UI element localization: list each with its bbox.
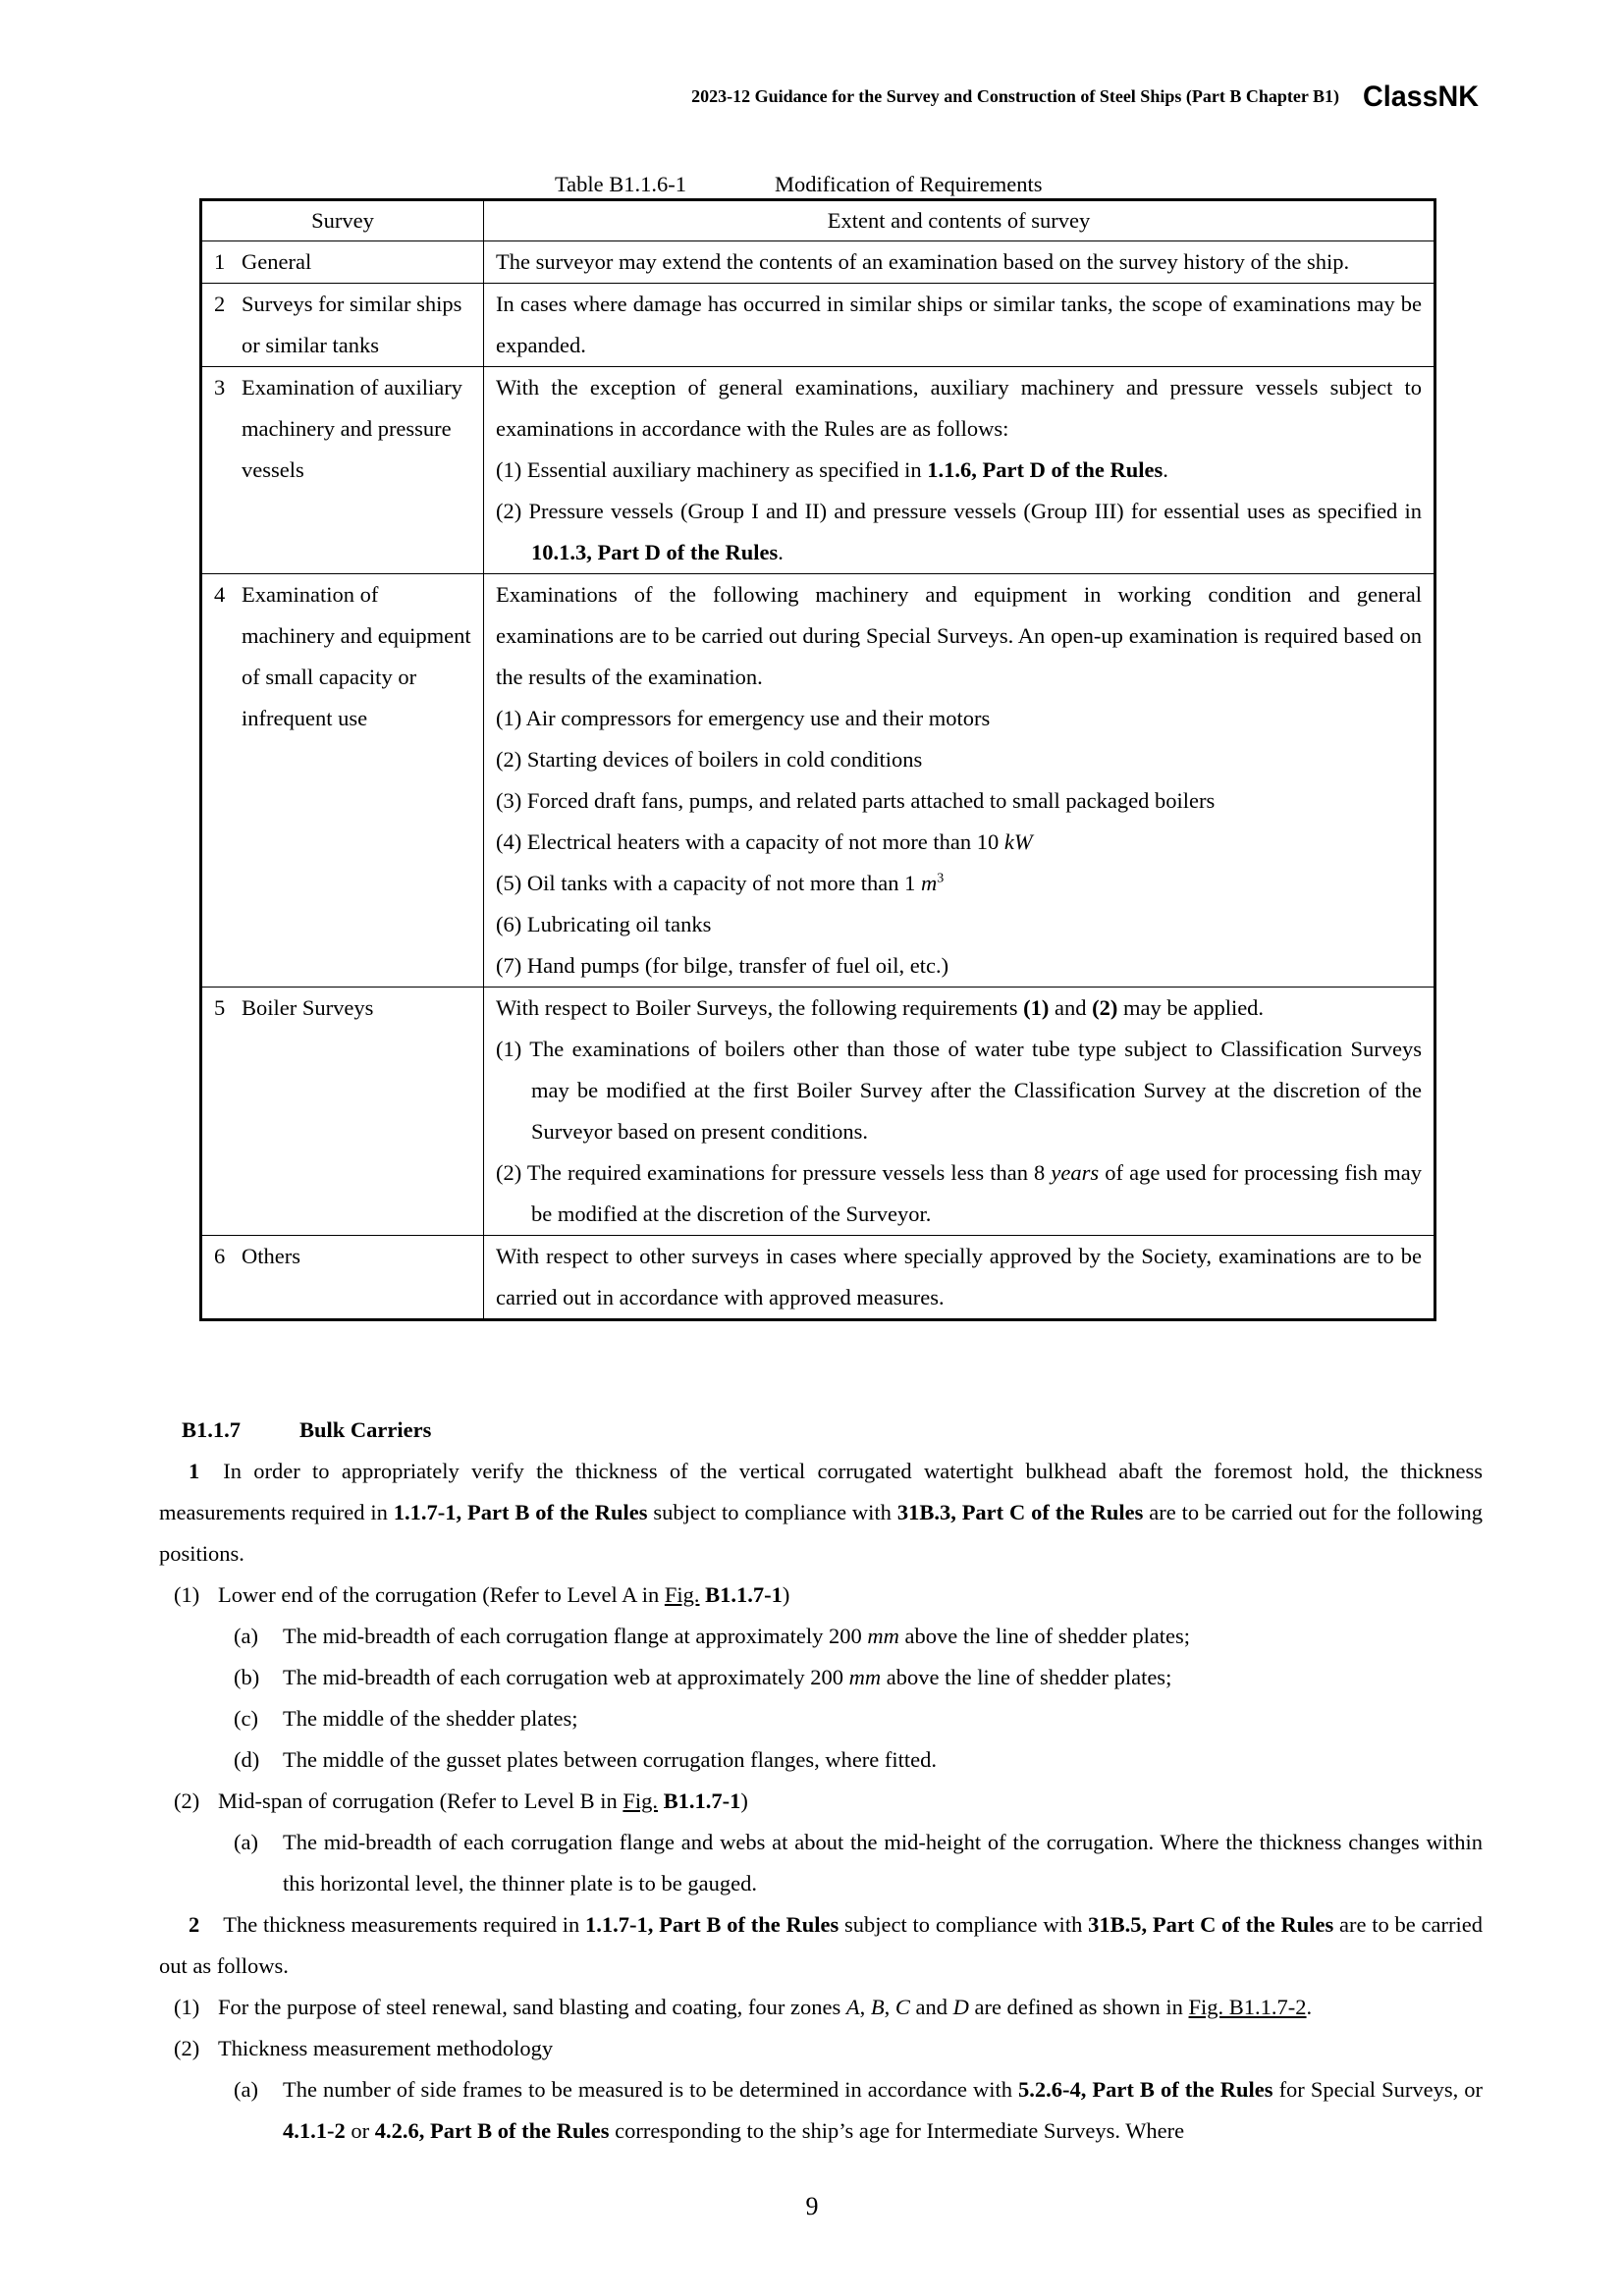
section-body [159, 1410, 1483, 2152]
page-header [691, 77, 1481, 116]
row-extent-item: (4) Electrical heaters with a capacity of not more than 10 kW [496, 829, 1033, 854]
row-extent-item: (1) Essential auxiliary machinery as specified in 1.1.6, Part D of the Rules. [496, 457, 1168, 482]
row-number: 4 [214, 582, 226, 607]
row-extent-item: (1) Air compressors for emergency use and their motors [496, 706, 991, 730]
list-item: (2) Thickness measurement methodology [174, 2036, 554, 2060]
column-header-survey: Survey [201, 200, 484, 241]
row-survey: General [242, 249, 312, 274]
row-extent: The surveyor may extend the contents of an examination based on the survey history of the ship. [496, 249, 1350, 274]
rule-reference: 1.1.7-1, Part B of the Rules [393, 1500, 648, 1524]
rule-reference: 4.2.6, Part B of the Rules [374, 2118, 610, 2143]
classnk-logo [1363, 79, 1481, 114]
unit: m [921, 871, 938, 895]
list-item: (2) Mid-span of corrugation (Refer to Level B in Fig. B1.1.7-1) [174, 1789, 748, 1813]
row-extent-item: (2) Starting devices of boilers in cold conditions [496, 747, 923, 772]
table-row [201, 367, 1435, 574]
row-number: 6 [214, 1244, 226, 1268]
table-row [201, 988, 1435, 1236]
page-number: 9 [805, 2192, 819, 2220]
row-extent-item: (6) Lubricating oil tanks [496, 912, 712, 936]
list-item: (1) Lower end of the corrugation (Refer to Level A in Fig. B1.1.7-1) [174, 1582, 790, 1607]
logo-text: ClassNK [1363, 80, 1480, 113]
row-extent-item: (2) Pressure vessels (Group I and II) and pressure vessels (Group III) for essential uses as specified in 10.1.3, Part D of the Rules. [496, 499, 1422, 564]
row-number: 5 [214, 995, 226, 1020]
table-row [201, 284, 1435, 367]
rule-reference: 31B.5, Part C of the Rules [1088, 1912, 1334, 1937]
list-subitem: (a) The number of side frames to be measured is to be determined in accordance with 5.2.6-4, Part B of the Rules for Special Surveys, or 4.1.1-2 or 4.2.6, Part B of the Rules corresponding to the ship’s age for Intermediate Surveys. Where [234, 2077, 1483, 2143]
paragraph-2: 2 The thickness measurements required in 1.1.7-1, Part B of the Rules subject to compliance with 31B.5, Part C of the Rules are to be carried out as follows. [159, 1912, 1483, 1978]
section-title: Bulk Carriers [299, 1417, 432, 1442]
table-row [201, 574, 1435, 988]
row-extent-item: (1) The examinations of boilers other than those of water tube type subject to Classification Surveys may be modified at the first Boiler Survey after the Classification Survey at the discretion of the Surveyor based on present conditions. [496, 1037, 1422, 1144]
row-number: 1 [214, 249, 226, 274]
row-survey: Others [242, 1244, 300, 1268]
list-subitem: (c) The middle of the shedder plates; [234, 1706, 578, 1731]
row-extent-intro: With respect to Boiler Surveys, the following requirements (1) and (2) may be applied. [496, 995, 1265, 1020]
superscript: 3 [937, 871, 945, 886]
row-extent: With respect to other surveys in cases where specially approved by the Society, examinations are to be carried out in accordance with approved measures. [496, 1244, 1422, 1309]
row-survey: Boiler Surveys [242, 995, 374, 1020]
figure-link[interactable]: Fig. B1.1.7-2 [1188, 1995, 1307, 2019]
unit: years [1051, 1160, 1100, 1185]
row-extent-item: (2) The required examinations for pressure vessels less than 8 years of age used for processing fish may be modified at the discretion of the Surveyor. [496, 1160, 1422, 1226]
list-subitem: (b) The mid-breadth of each corrugation web at approximately 200 mm above the line of shedder plates; [234, 1665, 1172, 1689]
header-title: 2023-12 Guidance for the Survey and Construction of Steel Ships (Part B Chapter B1) [691, 86, 1339, 106]
column-header-extent: Extent and contents of survey [484, 200, 1435, 241]
unit: kW [1003, 829, 1033, 854]
rule-reference: 1.1.6, Part D of the Rules [927, 457, 1164, 482]
list-item: (1) For the purpose of steel renewal, sand blasting and coating, four zones A, B, C and D are defined as shown in Fig. B1.1.7-2. [174, 1995, 1313, 2019]
figure-link[interactable]: Fig. [623, 1789, 659, 1813]
section-number: B1.1.7 [182, 1417, 242, 1442]
paragraph-1: 1 In order to appropriately verify the thickness of the vertical corrugated watertight bulkhead abaft the foremost hold, the thickness measurements required in 1.1.7-1, Part B of the Rules subject to compliance with 31B.3, Part C of the Rules are to be carried out for the following positions. [159, 1459, 1484, 1566]
row-survey: Examination of auxiliary machinery and pressure vessels [242, 375, 462, 482]
row-survey: Surveys for similar ships or similar tanks [242, 292, 462, 357]
table-header-row [201, 200, 1435, 241]
row-extent-item: (7) Hand pumps (for bilge, transfer of fuel oil, etc.) [496, 953, 949, 978]
row-extent-intro: With the exception of general examinations, auxiliary machinery and pressure vessels subject to examinations in accordance with the Rules are as follows: [496, 375, 1422, 441]
rule-reference: 1.1.7-1, Part B of the Rules [585, 1912, 839, 1937]
table-caption-id: Table B1.1.6-1 [555, 172, 687, 196]
section-heading [182, 1410, 1483, 1451]
rule-reference: 10.1.3, Part D of the Rules [531, 540, 779, 564]
row-extent-item: (3) Forced draft fans, pumps, and related parts attached to small packaged boilers [496, 788, 1216, 813]
row-number: 3 [214, 375, 226, 400]
modification-table [199, 198, 1436, 1321]
rule-reference: 4.1.1-2 [283, 2118, 346, 2143]
table-row [201, 241, 1435, 284]
list-subitem: (a) The mid-breadth of each corrugation flange and webs at about the mid-height of the corrugation. Where the thickness changes within this horizontal level, the thinner plate is to be gauged. [234, 1830, 1483, 1896]
row-extent: In cases where damage has occurred in similar ships or similar tanks, the scope of examinations may be expanded. [496, 292, 1422, 357]
row-extent-intro: Examinations of the following machinery and equipment in working condition and general examinations are to be carried out during Special Surveys. An open-up examination is required based on the results of the examination. [496, 582, 1422, 689]
figure-link[interactable]: Fig. [664, 1582, 700, 1607]
table-row [201, 1236, 1435, 1320]
table-caption-title: Modification of Requirements [775, 172, 1043, 196]
row-number: 2 [214, 292, 226, 316]
row-extent-item: (5) Oil tanks with a capacity of not more than 1 $m^3$ [496, 871, 945, 895]
rule-reference: 31B.3, Part C of the Rules [896, 1500, 1144, 1524]
rule-reference: 5.2.6-4, Part B of the Rules [1018, 2077, 1273, 2102]
paragraph-number: 2 [189, 1912, 200, 1937]
list-subitem: (a) The mid-breadth of each corrugation flange at approximately 200 mm above the line of shedder plates; [234, 1624, 1191, 1648]
row-survey: Examination of machinery and equipment of small capacity or infrequent use [242, 582, 471, 730]
list-subitem: (d) The middle of the gusset plates between corrugation flanges, where fitted. [234, 1747, 938, 1772]
paragraph-number: 1 [189, 1459, 200, 1483]
